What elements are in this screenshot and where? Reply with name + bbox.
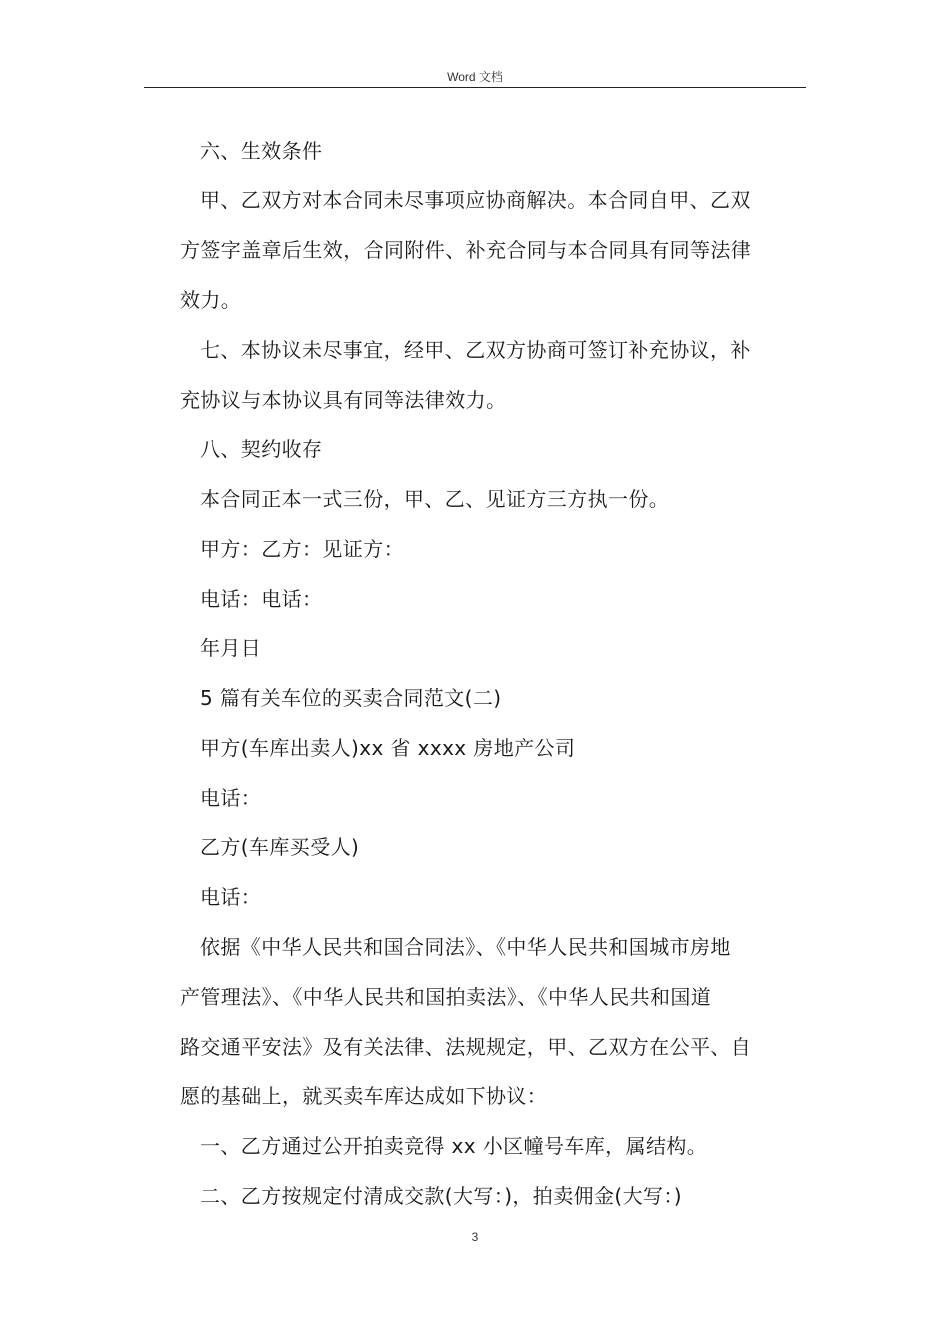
paragraph-line: 效力。 — [180, 288, 242, 312]
section-heading: 六、生效条件 — [200, 139, 323, 163]
paragraph-line: 充协议与本协议具有同等法律效力。 — [180, 388, 507, 412]
clause-line: 二、乙方按规定付清成交款(大写：)，拍卖佣金(大写：) — [200, 1184, 683, 1208]
party-a-line: 甲方(车库出卖人)xx 省 xxxx 房地产公司 — [200, 736, 576, 760]
paragraph-line: 本合同正本一式三份，甲、乙、见证方三方执一份。 — [200, 487, 670, 511]
page-number: 3 — [471, 1230, 479, 1244]
party-b-phone: 电话： — [200, 885, 262, 909]
paragraph-line: 路交通平安法》及有关法律、法规规定，甲、乙双方在公平、自 — [180, 1035, 752, 1059]
paragraph-line: 甲、乙双方对本合同未尽事项应协商解决。本合同自甲、乙双 — [200, 188, 751, 212]
page-header: Word 文档 — [447, 70, 503, 84]
paragraph-line: 方签字盖章后生效，合同附件、补充合同与本合同具有同等法律 — [180, 238, 752, 262]
signature-date: 年月日 — [200, 636, 262, 660]
section-heading: 八、契约收存 — [200, 437, 323, 461]
paragraph-line: 愿的基础上，就买卖车库达成如下协议： — [180, 1084, 548, 1108]
signature-parties: 甲方：乙方：见证方： — [200, 537, 404, 561]
signature-phones: 电话：电话： — [200, 587, 323, 611]
paragraph-line: 依据《中华人民共和国合同法》、《中华人民共和国城市房地 — [200, 935, 731, 959]
paragraph-line: 七、本协议未尽事宜，经甲、乙双方协商可签订补充协议，补 — [200, 338, 751, 362]
party-a-phone: 电话： — [200, 786, 262, 810]
paragraph-line: 产管理法》、《中华人民共和国拍卖法》、《中华人民共和国道 — [180, 985, 712, 1009]
contract-title: 5 篇有关车位的买卖合同范文(二) — [200, 686, 502, 710]
clause-line: 一、乙方通过公开拍卖竞得 xx 小区幢号车库，属结构。 — [200, 1134, 708, 1158]
header-divider — [144, 87, 806, 88]
party-b-line: 乙方(车库买受人) — [200, 835, 360, 859]
